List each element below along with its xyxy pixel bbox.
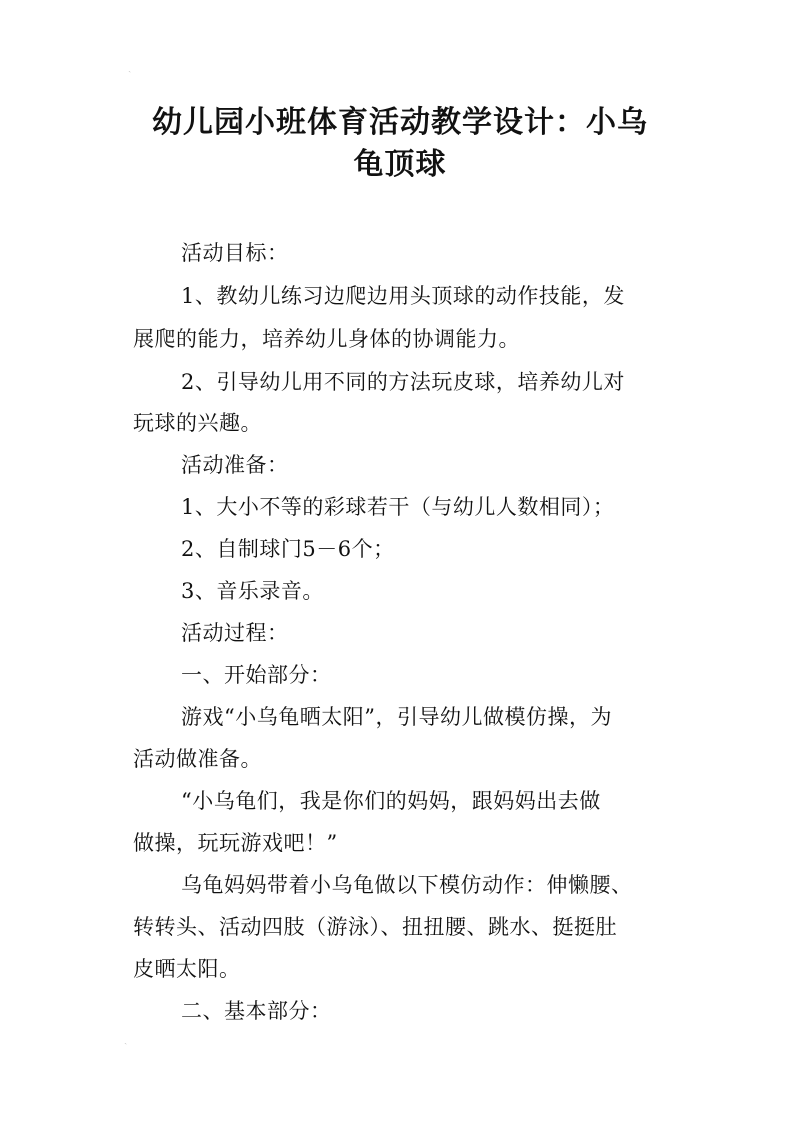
paragraph-line: 转转头、活动四肢（游泳）、扭扭腰、跳水、挺挺肚: [133, 915, 617, 939]
paragraph-line: 展爬的能力，培养幼儿身体的协调能力。: [133, 327, 520, 351]
paragraph-line: 2、自制球门5－6个；: [181, 537, 395, 561]
document-title-line-1: 幼儿园小班体育活动教学设计：小乌: [152, 105, 648, 140]
paragraph-line: “小乌龟们，我是你们的妈妈，跟妈妈出去做: [181, 789, 601, 813]
paragraph-line: 玩球的兴趣。: [133, 411, 262, 435]
paragraph-line: 1、大小不等的彩球若干（与幼儿人数相同）；: [181, 495, 615, 519]
paragraph-line: 游戏“小乌龟晒太阳”，引导幼儿做模仿操，为: [181, 705, 612, 729]
section-heading-process: 活动过程：: [181, 621, 289, 645]
paragraph-line: 做操，玩玩游戏吧！”: [133, 831, 338, 855]
paragraph-line: 3、音乐录音。: [181, 579, 324, 603]
corner-mark-bottom: ˏ: [124, 1034, 128, 1045]
section-heading-goals: 活动目标：: [181, 241, 289, 265]
paragraph-line: 活动做准备。: [133, 747, 262, 771]
paragraph-line: 1、教幼儿练习边爬边用头顶球的动作技能，发: [181, 284, 625, 308]
section-heading-preparation: 活动准备：: [181, 453, 289, 477]
paragraph-line: 2、引导幼儿用不同的方法玩皮球，培养幼儿对: [181, 370, 625, 394]
paragraph-line: 皮晒太阳。: [133, 957, 241, 981]
document-title-line-2: 龟顶球: [353, 147, 447, 182]
paragraph-line: 乌龟妈妈带着小乌龟做以下模仿动作：伸懒腰、: [181, 873, 633, 897]
subsection-heading: 二、基本部分：: [181, 999, 332, 1023]
corner-mark-top: ˎ: [128, 62, 132, 73]
subsection-heading: 一、开始部分：: [181, 663, 332, 687]
